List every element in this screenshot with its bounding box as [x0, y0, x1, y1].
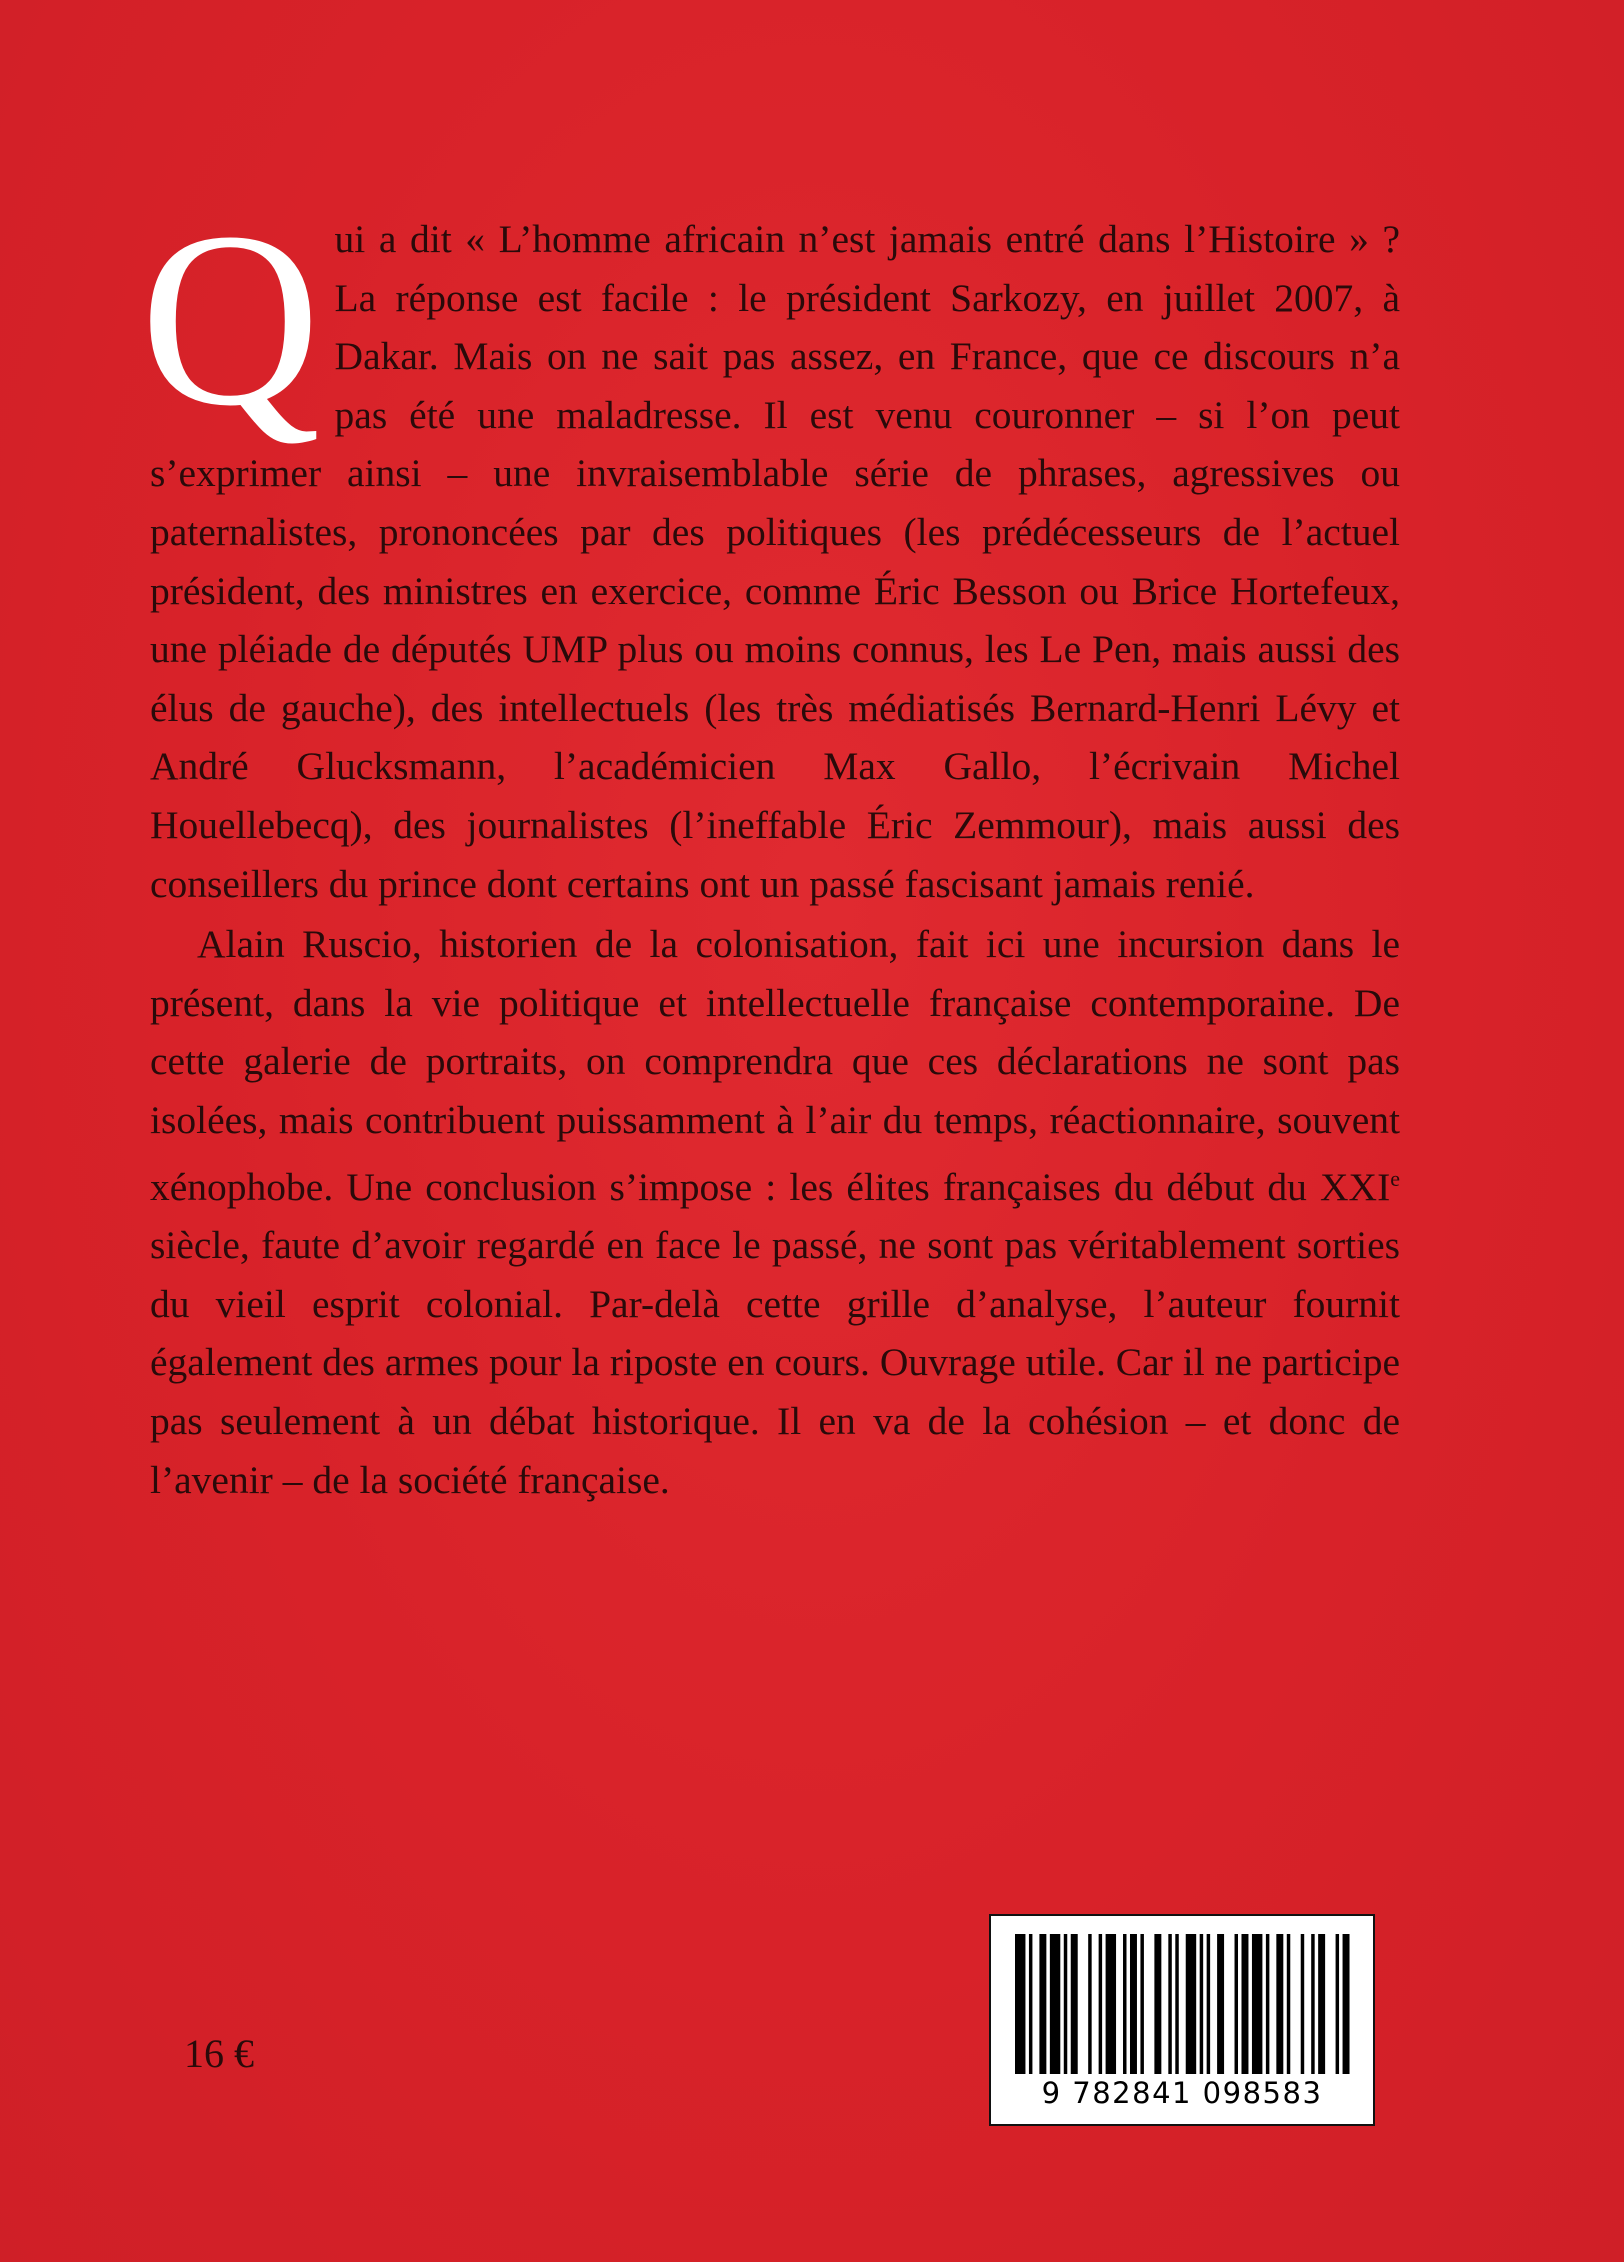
barcode-bar: [1207, 1934, 1210, 2074]
isbn-barcode: [989, 1914, 1375, 2126]
barcode-bar: [1186, 1934, 1196, 2074]
blurb-paragraph-2-text-a: Alain Ruscio, historien de la colonisation, fait ici une incursion dans le présent, dans la vie politique et intellectuelle française contemporaine. De cette galerie de portraits, on comprendra que ces déclarations ne sont pas isolées, mais contribuent puissamment à l’air du temps, réactionnaire, souvent xénophobe. Une conclusion s’impose : les élites françaises du début du XXI: [150, 922, 1400, 1209]
century-superscript: e: [1390, 1165, 1400, 1191]
barcode-bar: [1015, 1934, 1025, 2074]
barcode-bar: [1235, 1934, 1238, 2074]
blurb-paragraph-2: [150, 915, 1400, 1509]
barcode-bar: [1050, 1934, 1060, 2074]
barcode-bar: [1217, 1934, 1224, 2074]
blurb-paragraph-1: [140, 181, 1400, 913]
barcode-bar: [1064, 1934, 1067, 2074]
price-label: 16 €: [184, 2031, 254, 2076]
barcode-bar: [1287, 1934, 1290, 2074]
barcode-bar: [1140, 1934, 1143, 2074]
barcode-bar: [1276, 1934, 1283, 2074]
barcode-bars: [1015, 1934, 1353, 2074]
barcode-bar: [1301, 1934, 1304, 2074]
barcode-bar: [1099, 1934, 1102, 2074]
barcode-bar: [1123, 1934, 1126, 2074]
barcode-bar: [1336, 1934, 1339, 2074]
barcode-bar: [1252, 1934, 1262, 2074]
barcode-bar: [1039, 1934, 1046, 2074]
barcode-bar: [1318, 1934, 1325, 2074]
barcode-bar: [1088, 1934, 1091, 2074]
blurb-paragraph-1-text: ui a dit « L’homme africain n’est jamais entré dans l’Histoire » ? La réponse est facile : le président Sarkozy, en juillet 2007, à Dakar. Mais on ne sait pas assez, en France, que ce discours n’a pas été une maladresse. Il est venu couronner – si l’on peut s’exprimer ainsi – une invraisemblable série de phrases, agressives ou paternalistes, prononcées par des politiques (les prédécesseurs de l’actuel président, des ministres en exercice, comme Éric Besson ou Brice Hortefeux, une pléiade de députés UMP plus ou moins connus, les Le Pen, mais aussi des élus de gauche), des intellectuels (les très médiatisés Bernard-Henri Lévy et André Glucksmann, l’académicien Max Gallo, l’écrivain Michel Houellebecq), des journalistes (l’ineffable Éric Zemmour), mais aussi des conseillers du prince dont certains ont un passé fascisant jamais renié.: [150, 217, 1400, 906]
barcode-bar: [1175, 1934, 1178, 2074]
barcode-bar: [1200, 1934, 1203, 2074]
drop-cap: Q: [140, 181, 321, 458]
barcode-bar: [1266, 1934, 1269, 2074]
barcode-bar: [1311, 1934, 1314, 2074]
isbn-digits: 9 782841 098583: [1041, 2076, 1323, 2110]
barcode-bar: [1168, 1934, 1171, 2074]
barcode-bar: [1071, 1934, 1078, 2074]
barcode-bar: [1241, 1934, 1248, 2074]
barcode-bar: [1154, 1934, 1161, 2074]
barcode-bar: [1343, 1934, 1350, 2074]
barcode-bar: [1130, 1934, 1137, 2074]
back-cover-blurb: [140, 181, 1400, 1509]
barcode-bar: [1029, 1934, 1032, 2074]
blurb-paragraph-2-text-b: siècle, faute d’avoir regardé en face le passé, ne sont pas véritablement sorties du vieil esprit colonial. Par-delà cette grille d’analyse, l’auteur fournit également des armes pour la riposte en cours. Ouvrage utile. Car il ne participe pas seulement à un débat historique. Il en va de la cohésion – et donc de l’avenir – de la société française.: [150, 1223, 1400, 1502]
barcode-bar: [1106, 1934, 1116, 2074]
